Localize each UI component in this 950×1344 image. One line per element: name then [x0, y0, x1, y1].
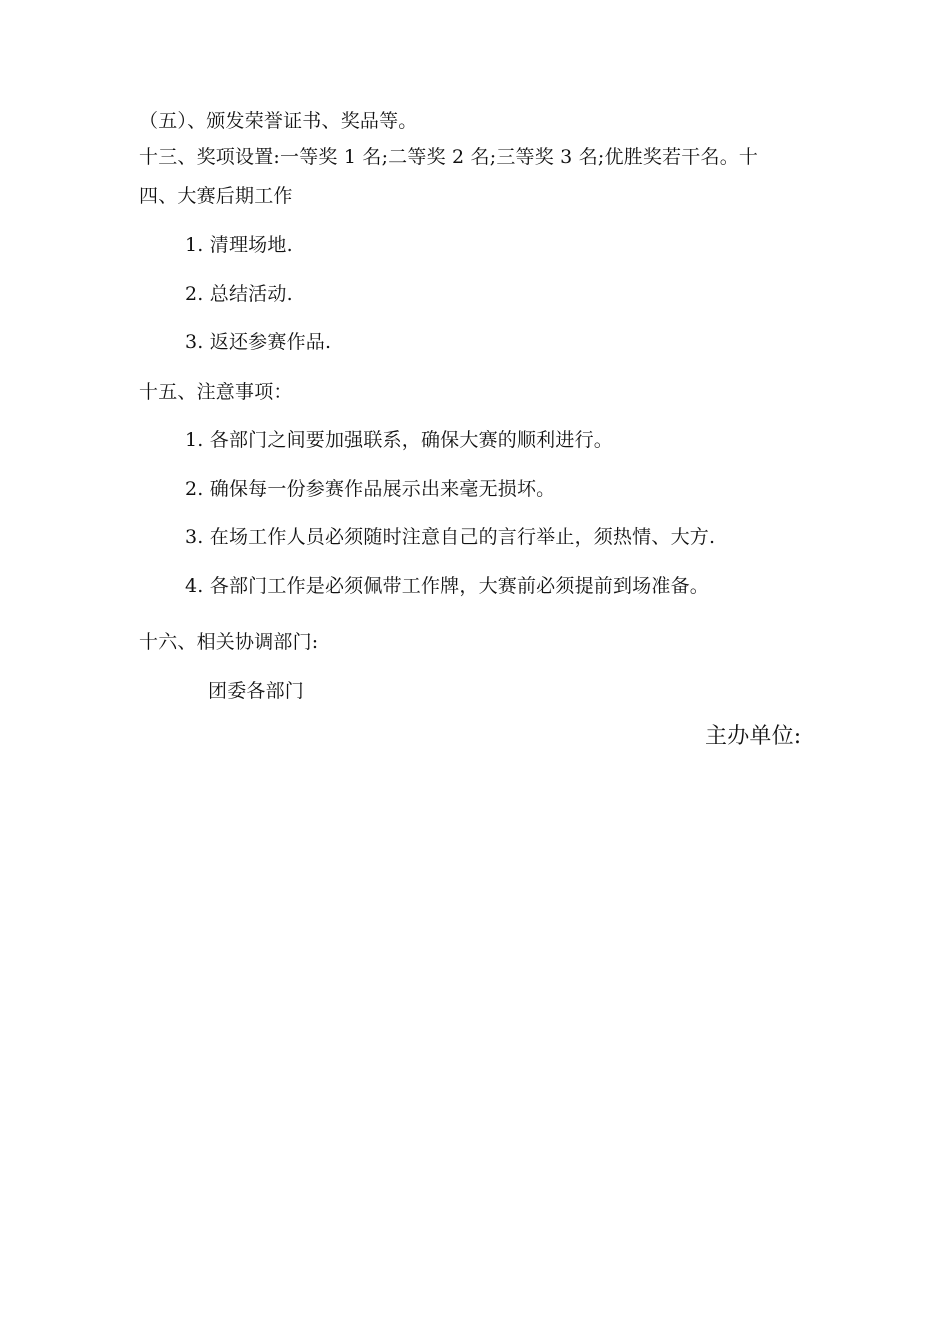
award-presentation-line: （五）、颁发荣誉证书、奖品等。 [139, 110, 418, 132]
coordination-heading: 十六、相关协调部门: [139, 631, 319, 653]
coordination-department: 团委各部门 [208, 680, 305, 702]
notes-heading: 十五、注意事项： [139, 381, 293, 403]
post-competition-heading: 四、大赛后期工作 [139, 185, 293, 207]
notes-item-1: 1. 各部门之间要加强联系，确保大赛的顺利进行。 [185, 429, 613, 451]
notes-item-2: 2. 确保每一份参赛作品展示出来毫无损坏。 [185, 478, 556, 500]
organizer-label: 主办单位: [705, 724, 802, 749]
post-competition-item-3: 3. 返还参赛作品. [185, 331, 332, 353]
notes-item-4: 4. 各部门工作是必须佩带工作牌，大赛前必须提前到场准备。 [185, 575, 709, 597]
post-competition-item-2: 2. 总结活动. [185, 283, 293, 305]
post-competition-item-1: 1. 清理场地. [185, 234, 293, 256]
notes-item-3: 3. 在场工作人员必须随时注意自己的言行举止，须热情、大方. [185, 526, 716, 548]
award-settings-line: 十三、奖项设置:一等奖 1 名;二等奖 2 名;三等奖 3 名;优胜奖若干名。十 [139, 146, 759, 168]
